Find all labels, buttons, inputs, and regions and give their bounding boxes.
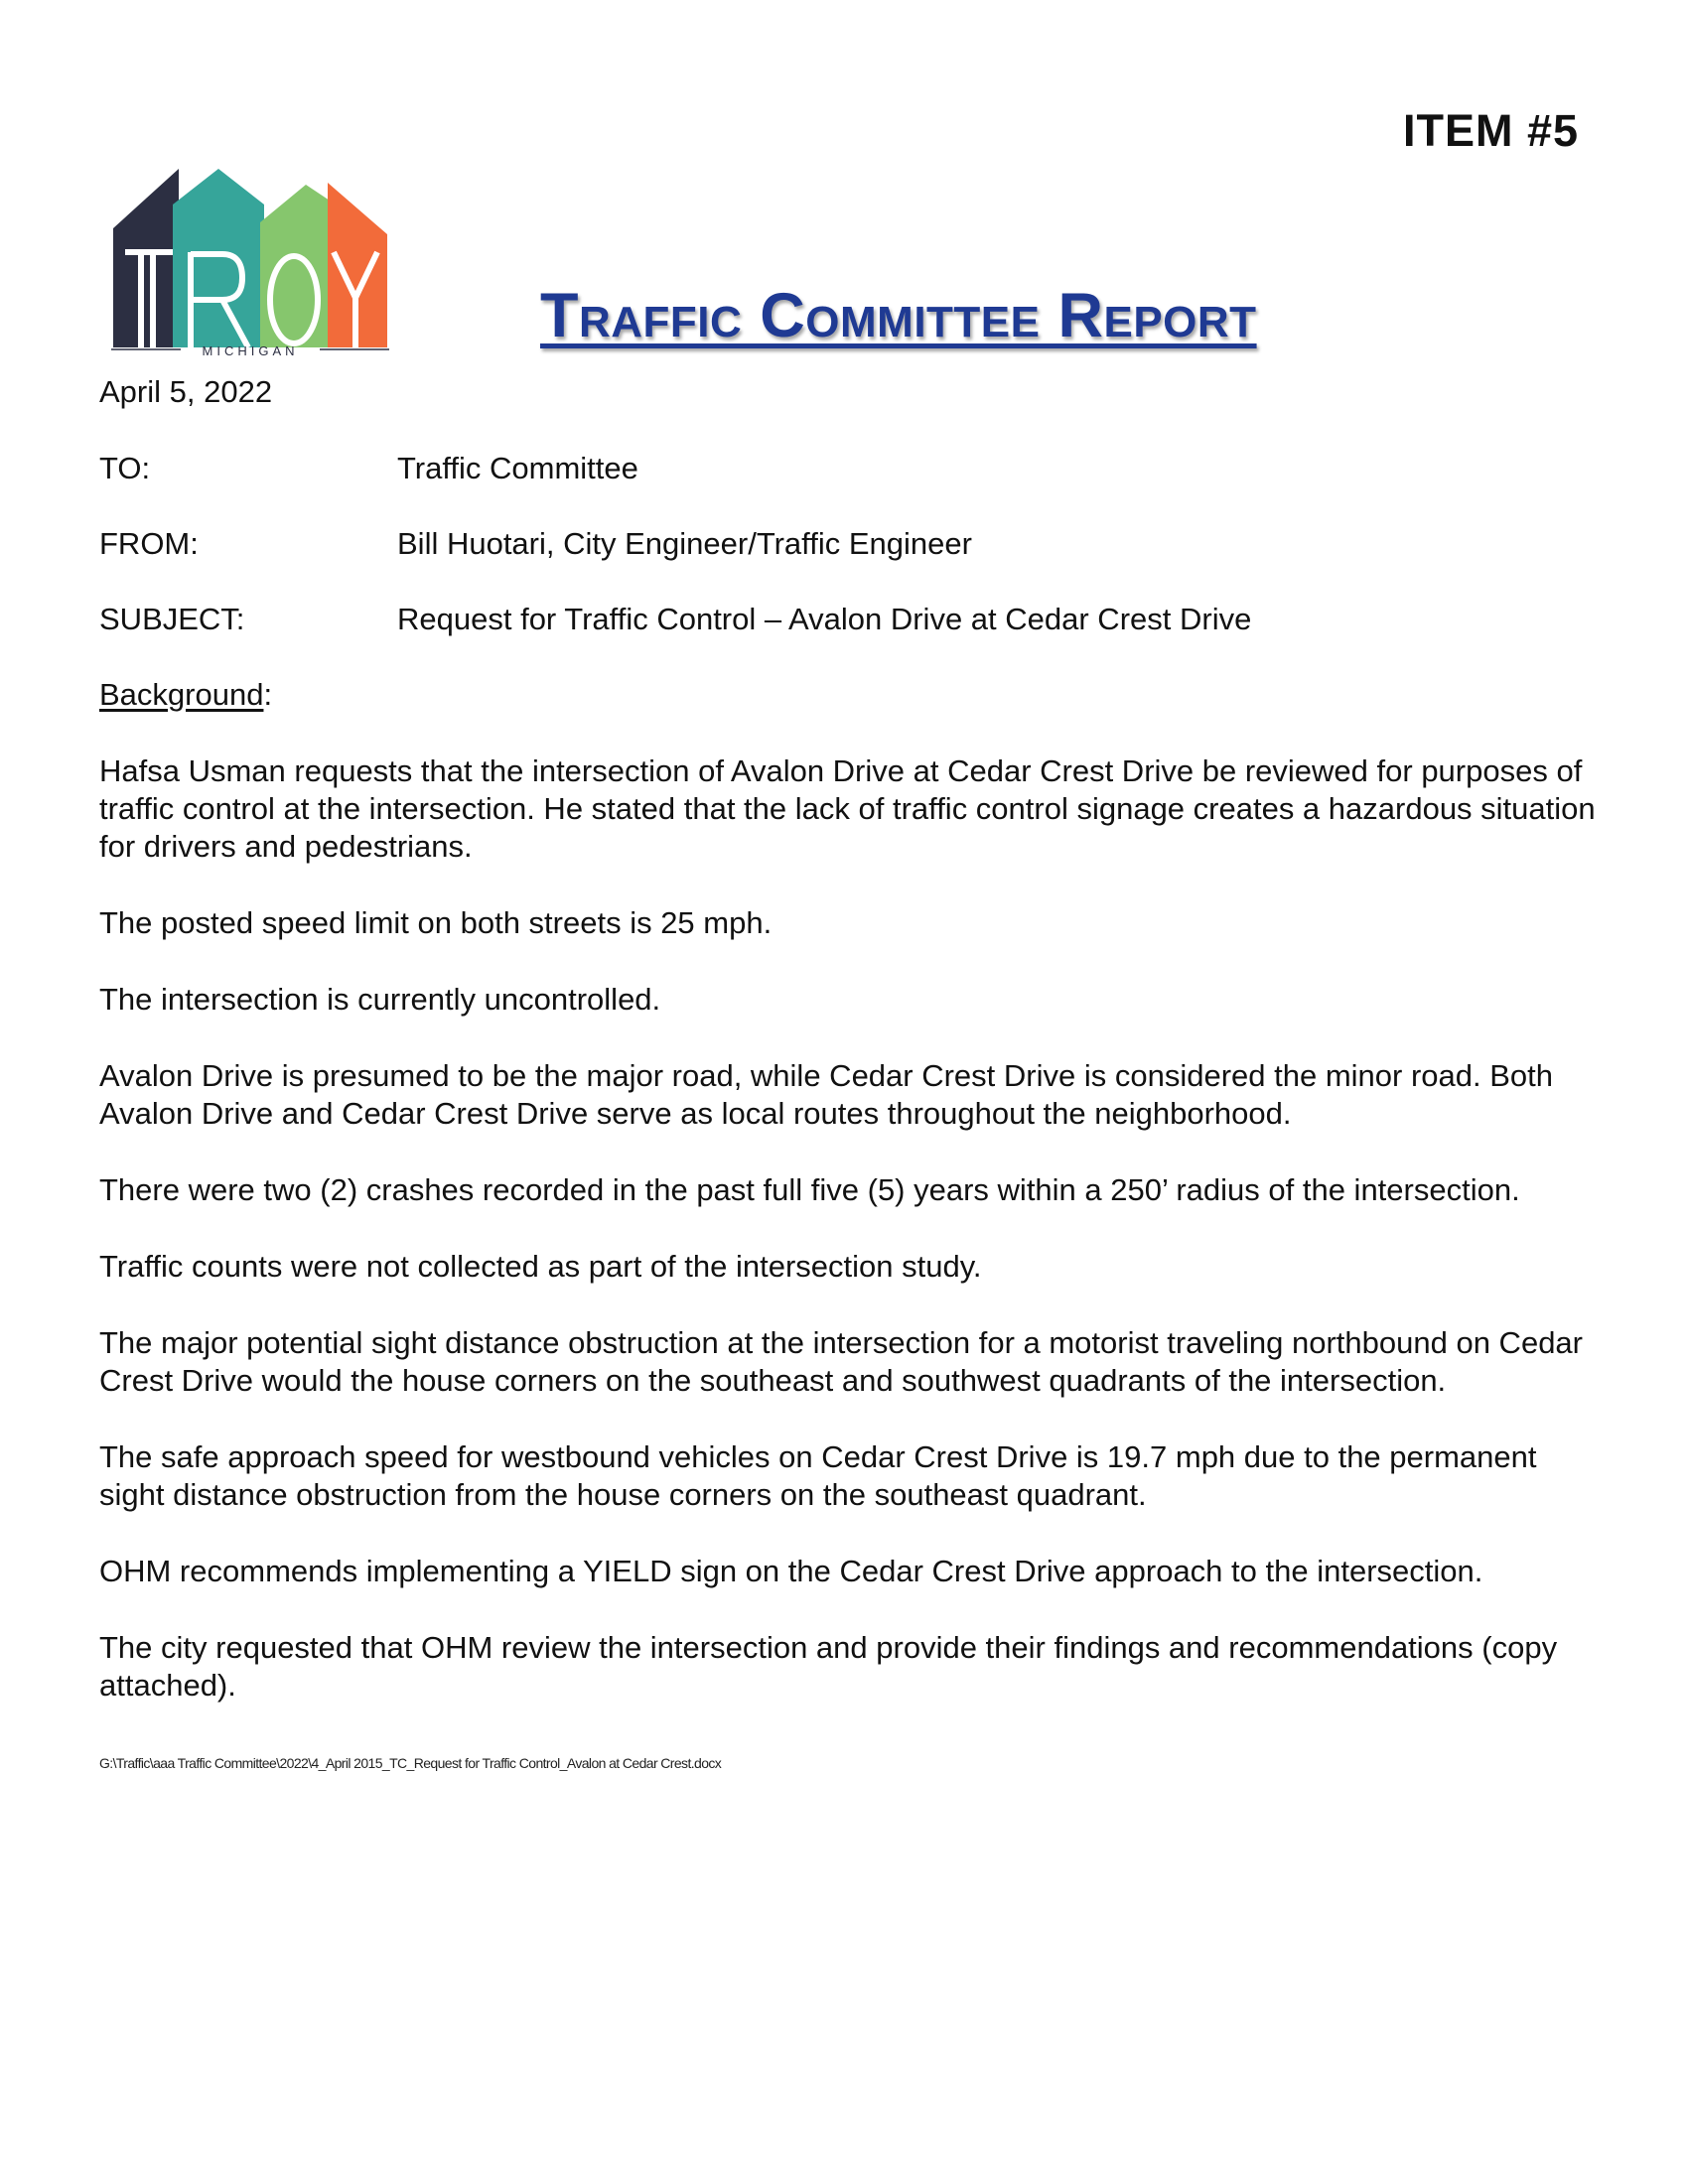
memo-to-row xyxy=(99,450,1609,487)
paragraph-road-classification: Avalon Drive is presumed to be the major road, while Cedar Crest Drive is considered the minor road. Both Avalon Drive and Cedar Crest Drive serve as local routes throughout the neighborhood. xyxy=(99,1058,1553,1131)
to-label: TO: xyxy=(99,451,151,485)
background-heading-colon: : xyxy=(263,677,273,712)
paragraph-sight-obstruction: The major potential sight distance obstruction at the intersection for a motorist traveling northbound on Cedar Crest Drive would the house corners on the southeast and southwest quadrants of the intersection. xyxy=(99,1325,1583,1398)
logo-house-teal xyxy=(173,169,264,347)
paragraph-uncontrolled: The intersection is currently uncontrolled. xyxy=(99,982,661,1017)
from-label: FROM: xyxy=(99,526,199,561)
to-value: Traffic Committee xyxy=(397,451,638,485)
paragraph-ohm-review: The city requested that OHM review the intersection and provide their findings and recommendations (copy attached). xyxy=(99,1630,1558,1703)
memo-date: April 5, 2022 xyxy=(99,374,273,409)
memo-body xyxy=(99,373,1609,1772)
logo-subtitle: MICHIGAN xyxy=(202,343,299,358)
item-number: ITEM #5 xyxy=(1402,105,1579,156)
troy-michigan-logo xyxy=(111,167,389,360)
file-path-footer: G:\Traffic\aaa Traffic Committee\2022\4_April 2015_TC_Request for Traffic Control_Avalon at Cedar Crest.docx xyxy=(99,1755,722,1771)
background-heading-text: Background xyxy=(99,677,264,712)
paragraph-crashes: There were two (2) crashes recorded in the past full five (5) years within a 250’ radius of the intersection. xyxy=(99,1172,1520,1207)
report-title: Traffic Committee Report xyxy=(540,281,1257,350)
paragraph-recommendation: OHM recommends implementing a YIELD sign on the Cedar Crest Drive approach to the intersection. xyxy=(99,1554,1483,1588)
paragraph-traffic-counts: Traffic counts were not collected as part of the intersection study. xyxy=(99,1249,982,1284)
from-value: Bill Huotari, City Engineer/Traffic Engineer xyxy=(397,526,972,561)
paragraph-request: Hafsa Usman requests that the intersection of Avalon Drive at Cedar Crest Drive be reviewed for purposes of traffic control at the intersection. He stated that the lack of traffic control signage creates a hazardous situation for drivers and pedestrians. xyxy=(99,753,1596,864)
subject-label: SUBJECT: xyxy=(99,602,245,636)
memo-subject-row xyxy=(99,601,1609,638)
memo-from-row xyxy=(99,525,1609,563)
background-heading xyxy=(99,676,1609,714)
paragraph-approach-speed: The safe approach speed for westbound vehicles on Cedar Crest Drive is 19.7 mph due to the permanent sight distance obstruction from the house corners on the southeast quadrant. xyxy=(99,1439,1537,1512)
subject-value: Request for Traffic Control – Avalon Drive at Cedar Crest Drive xyxy=(397,602,1252,636)
logo-house-dark xyxy=(113,169,179,347)
paragraph-speed-limit: The posted speed limit on both streets is 25 mph. xyxy=(99,905,773,940)
